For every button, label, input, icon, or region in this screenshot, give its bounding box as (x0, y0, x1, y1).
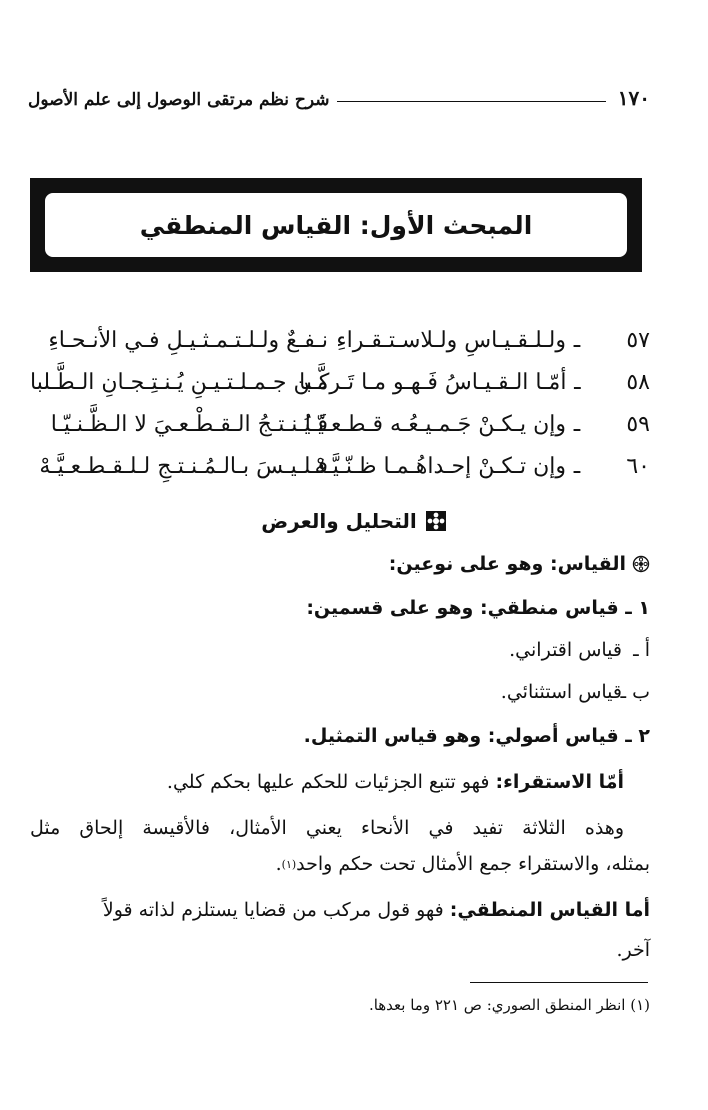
verse-line (30, 362, 650, 402)
verse-second-hemistich: فـلـيـسَ بـالـمُـنـتـجِ لـلـقـطـعـيَّـهْ (39, 453, 328, 479)
analysis-heading (40, 504, 668, 538)
verse-second-hemistich: نـفـعٌ ولـلـتـمـثـيـلِ فـي الأنـحـاءِ (48, 327, 328, 353)
sub-item-b-letter: ب ـ (620, 681, 650, 703)
qiyas-end-line (30, 932, 650, 968)
book-title: شرح نظم مرتقى الوصول إلى علم الأصول (28, 90, 330, 110)
verse-line (30, 320, 650, 360)
paragraph-line (30, 846, 650, 882)
verse-dash: ـ (573, 327, 581, 353)
sub-item-b (30, 674, 650, 710)
type1-text: ١ ـ قياس منطقي: وهو على قسمين: (306, 597, 650, 619)
page-number: ١٧٠ (617, 86, 650, 110)
analysis-heading-text: التحليل والعرض (261, 509, 417, 533)
footnote: (١) انظر المنطق الصوري: ص ٢٢١ وما بعدها. (368, 996, 650, 1014)
header-rule (337, 101, 605, 102)
verse-dash: ـ (573, 453, 581, 479)
istiqra-line (30, 764, 650, 800)
verse-first-hemistich: وإن تـكـنْ إحـداهُـمـا ظـنّـيَّـهْ (314, 453, 566, 479)
paragraph-line (30, 810, 650, 846)
section-title-frame (30, 178, 642, 272)
qiyas-end-text: آخر. (616, 939, 650, 961)
qiyas-line (30, 892, 650, 928)
qiyas-text: فهو قول مركب من قضايا يستلزم لذاته قولاً (102, 899, 444, 921)
verse-dash: ـ (574, 369, 581, 395)
paragraph-end: . (275, 853, 282, 875)
verse-dash: ـ (573, 411, 581, 437)
istiqra-text: فهو تتبع الجزئيات للحكم عليها بحكم كلي. (166, 771, 490, 793)
rosette-icon (632, 555, 650, 573)
type2-line (30, 718, 650, 754)
verse-number: ٥٨ (626, 369, 650, 395)
verse-second-hemistich: فَـيُـنـتـجُ الـقـطْـعـيَ لا الـظَّـنـيّـا (50, 411, 328, 437)
sub-item-a (30, 632, 650, 668)
type1-line (30, 590, 650, 626)
verse-second-hemistich: مـن جـمـلـتـيـنِ يُـنـتِـجـانِ الـطَّـلبا (30, 369, 329, 395)
footnote-reference: (١) (281, 857, 297, 871)
running-header (28, 76, 650, 110)
verse-number: ٥٩ (626, 411, 650, 437)
sub-item-a-text: قياس اقتراني. (509, 639, 622, 661)
verse-first-hemistich: ولـلـقـيـاسِ ولـلاسـتـقـراءِ (336, 327, 566, 353)
floral-ornament-icon (425, 510, 447, 532)
intro-text: القياس: وهو على نوعين: (388, 553, 626, 575)
intro-line (30, 546, 650, 582)
section-title: المبحث الأول: القياس المنطقي (139, 210, 533, 240)
verse-first-hemistich: وإن يـكـنْ جَـمـيـعُـه قـطـعـيّـا (304, 411, 566, 437)
verse-first-hemistich: أمّـا الـقـيـاسُ فَـهـو مـا تَـركَّـبا (299, 369, 567, 395)
qiyas-label: أما القياس المنطقي: (449, 899, 650, 921)
paragraph-text: بمثله، والاستقراء جمع الأمثال تحت حكم واحد (296, 853, 650, 875)
verse-number: ٥٧ (626, 327, 650, 353)
paragraph-text: وهذه الثلاثة تفيد في الأنحاء يعني الأمثال، فالأقيسة إلحاق مثل (30, 817, 624, 839)
verse-line (30, 404, 650, 444)
verse-number: ٦٠ (626, 453, 650, 479)
type2-text: ٢ ـ قياس أصولي: وهو قياس التمثيل. (303, 725, 650, 747)
sub-item-b-text: قياس استثنائي. (500, 681, 622, 703)
verse-line (30, 446, 650, 486)
sub-item-a-letter: أ ـ (633, 639, 650, 661)
istiqra-label: أمّا الاستقراء: (495, 771, 624, 793)
section-title-inner-frame (43, 191, 629, 259)
footnote-rule (470, 982, 648, 983)
